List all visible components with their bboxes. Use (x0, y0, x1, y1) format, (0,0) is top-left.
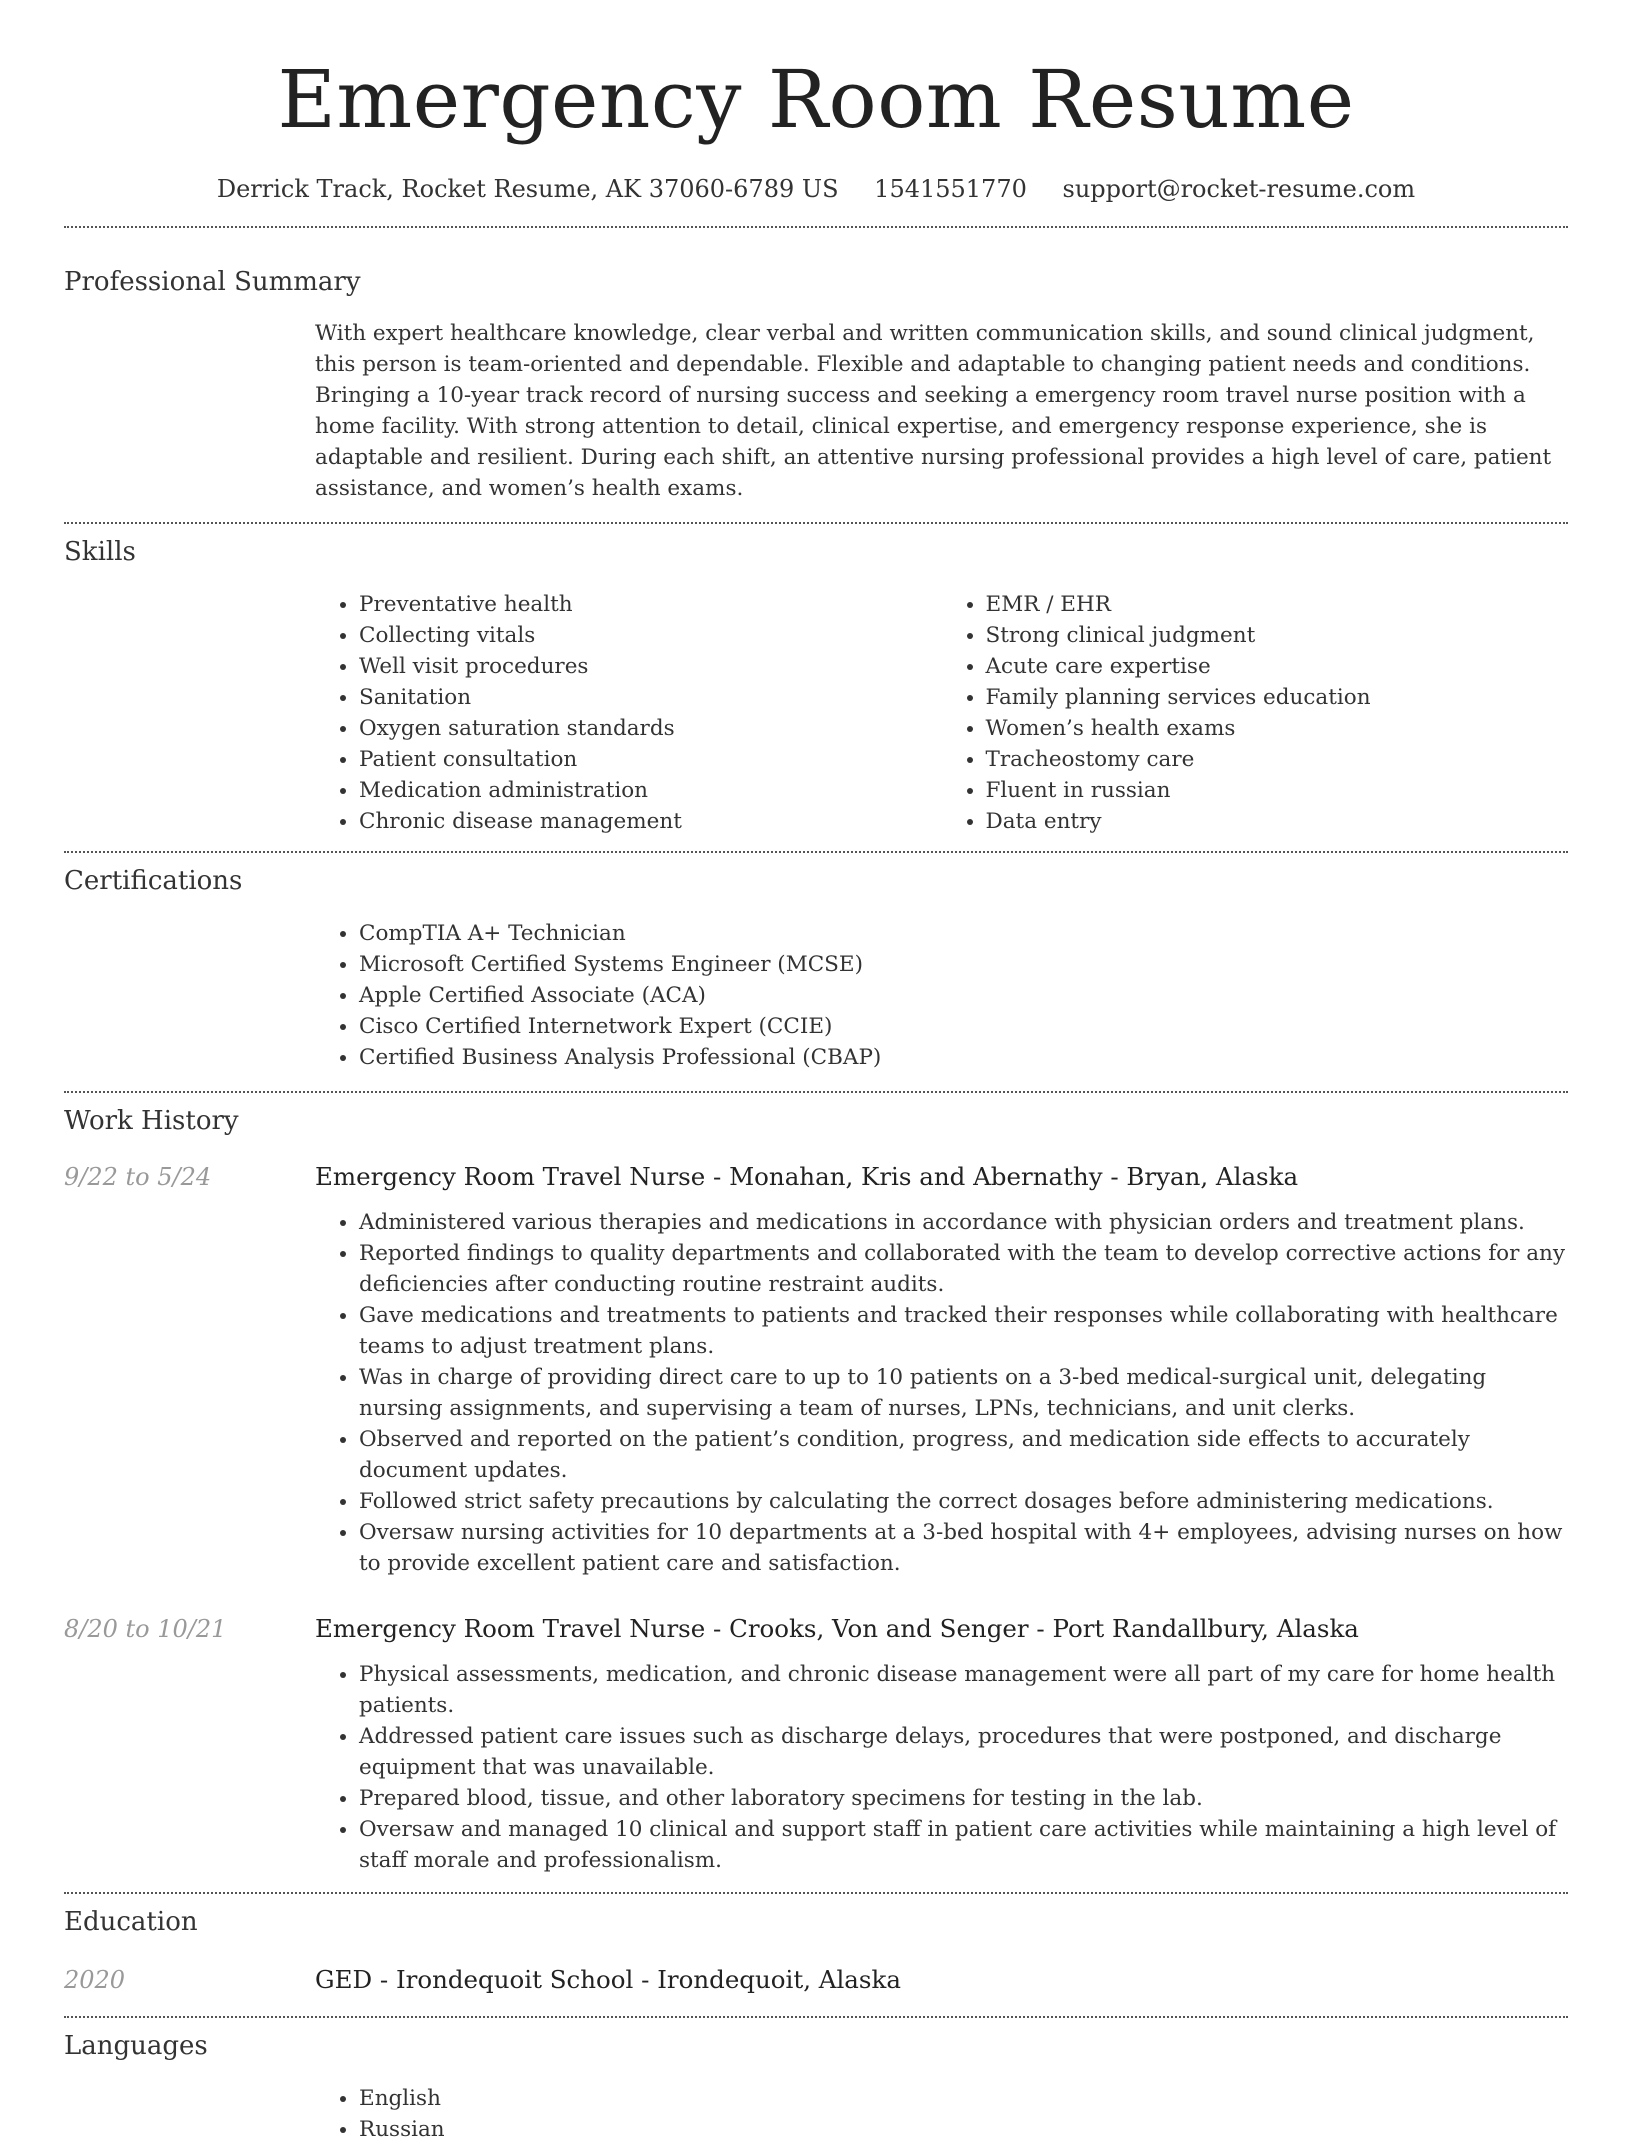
skill-item: • EMR / EHR (986, 589, 1569, 620)
skills-grid (315, 589, 1568, 837)
job-dates: 8/20 to 10/21 (64, 1615, 227, 1643)
skill-item: • Strong clinical judgment (986, 620, 1569, 651)
work-heading: Work History (64, 1106, 239, 1136)
divider (64, 522, 1568, 524)
skills-list-left (315, 589, 942, 837)
job-bullet: • Prepared blood, tissue, and other laboratory specimens for testing in the lab. (359, 1783, 1568, 1814)
languages-body (315, 2083, 1568, 2145)
skill-item: • Well visit procedures (359, 651, 942, 682)
contact-phone: 1541551770 (874, 175, 1027, 203)
certification-item: • Certified Business Analysis Professional (CBAP) (359, 1042, 1568, 1073)
skill-item: • Acute care expertise (986, 651, 1569, 682)
job-bullet: • Addressed patient care issues such as discharge delays, procedures that were postponed, and discharge equipment that was unavailable. (359, 1721, 1568, 1783)
job-bullet: • Oversaw and managed 10 clinical and support staff in patient care activities while maintaining a high level of staff morale and professionalism. (359, 1814, 1568, 1876)
summary-text: With expert healthcare knowledge, clear verbal and written communication skills, and sound clinical judgment, this person is team-oriented and dependable. Flexible and adaptable to changing patient needs and conditions. Bringing a 10-year track record of nursing success and seeking a emergency room travel nurse position with a home facility. With strong attention to detail, clinical expertise, and emergency response experience, she is adaptable and resilient. During each shift, an attentive nursing professional provides a high level of care, patient assistance, and women’s health exams. (315, 321, 1552, 501)
contact-address: Derrick Track, Rocket Resume, AK 37060-6789 US (216, 175, 839, 203)
skill-item: • Data entry (986, 806, 1569, 837)
certifications-list (315, 918, 1568, 1073)
job-bullet: • Observed and reported on the patient’s condition, progress, and medication side effects to accurately document updates. (359, 1424, 1568, 1486)
job-bullet: • Was in charge of providing direct care to up to 10 patients on a 3-bed medical-surgical unit, delegating nursing assignments, and supervising a team of nurses, LPNs, technicians, and unit clerks. (359, 1362, 1568, 1424)
certification-item: • Cisco Certified Internetwork Expert (CCIE) (359, 1011, 1568, 1042)
skill-item: • Tracheostomy care (986, 744, 1569, 775)
certifications-heading: Certifications (64, 866, 243, 896)
job-header (64, 1161, 1568, 1193)
job-bullet: • Gave medications and treatments to patients and tracked their responses while collaborating with healthcare teams to adjust treatment plans. (359, 1300, 1568, 1362)
resume-title: Emergency Room Resume (277, 53, 1355, 146)
summary-heading: Professional Summary (64, 267, 361, 297)
skill-item: • Patient consultation (359, 744, 942, 775)
job-title: Emergency Room Travel Nurse - Monahan, Kris and Abernathy - Bryan, Alaska (315, 1162, 1299, 1191)
skill-item: • Family planning services education (986, 682, 1569, 713)
job-bullets (315, 1659, 1568, 1876)
certifications-body (315, 918, 1568, 1073)
education-entry (64, 1964, 1568, 1996)
job-bullets (315, 1207, 1568, 1579)
education-year: 2020 (64, 1966, 126, 1994)
job-bullet: • Physical assessments, medication, and chronic disease management were all part of my care for home health patients. (359, 1659, 1568, 1721)
work-section (64, 1105, 1568, 1876)
job-title: Emergency Room Travel Nurse - Crooks, Von and Senger - Port Randallbury, Alaska (315, 1614, 1359, 1643)
language-item: • English (359, 2083, 1568, 2114)
languages-section (64, 2030, 1568, 2145)
divider (64, 1091, 1568, 1093)
contact-line (64, 174, 1568, 204)
skills-list-right (942, 589, 1569, 837)
skill-item: • Women’s health exams (986, 713, 1569, 744)
job-details (315, 1659, 1568, 1876)
skill-item: • Preventative health (359, 589, 942, 620)
job-details (315, 1207, 1568, 1579)
education-section (64, 1906, 1568, 1996)
education-heading: Education (64, 1907, 198, 1937)
language-item: • Russian (359, 2114, 1568, 2145)
education-degree: GED - Irondequoit School - Irondequoit, Alaska (315, 1965, 901, 1994)
skill-item: • Fluent in russian (986, 775, 1569, 806)
job-entry (64, 1613, 1568, 1876)
skill-item: • Collecting vitals (359, 620, 942, 651)
divider (64, 851, 1568, 853)
skill-item: • Sanitation (359, 682, 942, 713)
skill-item: • Oxygen saturation standards (359, 713, 942, 744)
languages-list (315, 2083, 1568, 2145)
job-dates: 9/22 to 5/24 (64, 1163, 212, 1191)
certifications-section (64, 865, 1568, 1073)
divider (64, 226, 1568, 228)
certification-item: • Microsoft Certified Systems Engineer (MCSE) (359, 949, 1568, 980)
certification-item: • CompTIA A+ Technician (359, 918, 1568, 949)
job-bullet: • Administered various therapies and medications in accordance with physician orders and treatment plans. (359, 1207, 1568, 1238)
divider (64, 2016, 1568, 2018)
certification-item: • Apple Certified Associate (ACA) (359, 980, 1568, 1011)
job-header (64, 1613, 1568, 1645)
skills-section (64, 536, 1568, 837)
skills-heading: Skills (64, 537, 136, 567)
job-entry (64, 1161, 1568, 1579)
languages-heading: Languages (64, 2031, 208, 2061)
skill-item: • Chronic disease management (359, 806, 942, 837)
skill-item: • Medication administration (359, 775, 942, 806)
job-bullet: • Followed strict safety precautions by calculating the correct dosages before administering medications. (359, 1486, 1568, 1517)
job-bullet: • Oversaw nursing activities for 10 departments at a 3-bed hospital with 4+ employees, advising nurses on how to provide excellent patient care and satisfaction. (359, 1517, 1568, 1579)
divider (64, 1892, 1568, 1894)
job-bullet: • Reported findings to quality departments and collaborated with the team to develop corrective actions for any deficiencies after conducting routine restraint audits. (359, 1238, 1568, 1300)
contact-email: support@rocket-resume.com (1062, 175, 1416, 203)
summary-section (64, 266, 1568, 504)
